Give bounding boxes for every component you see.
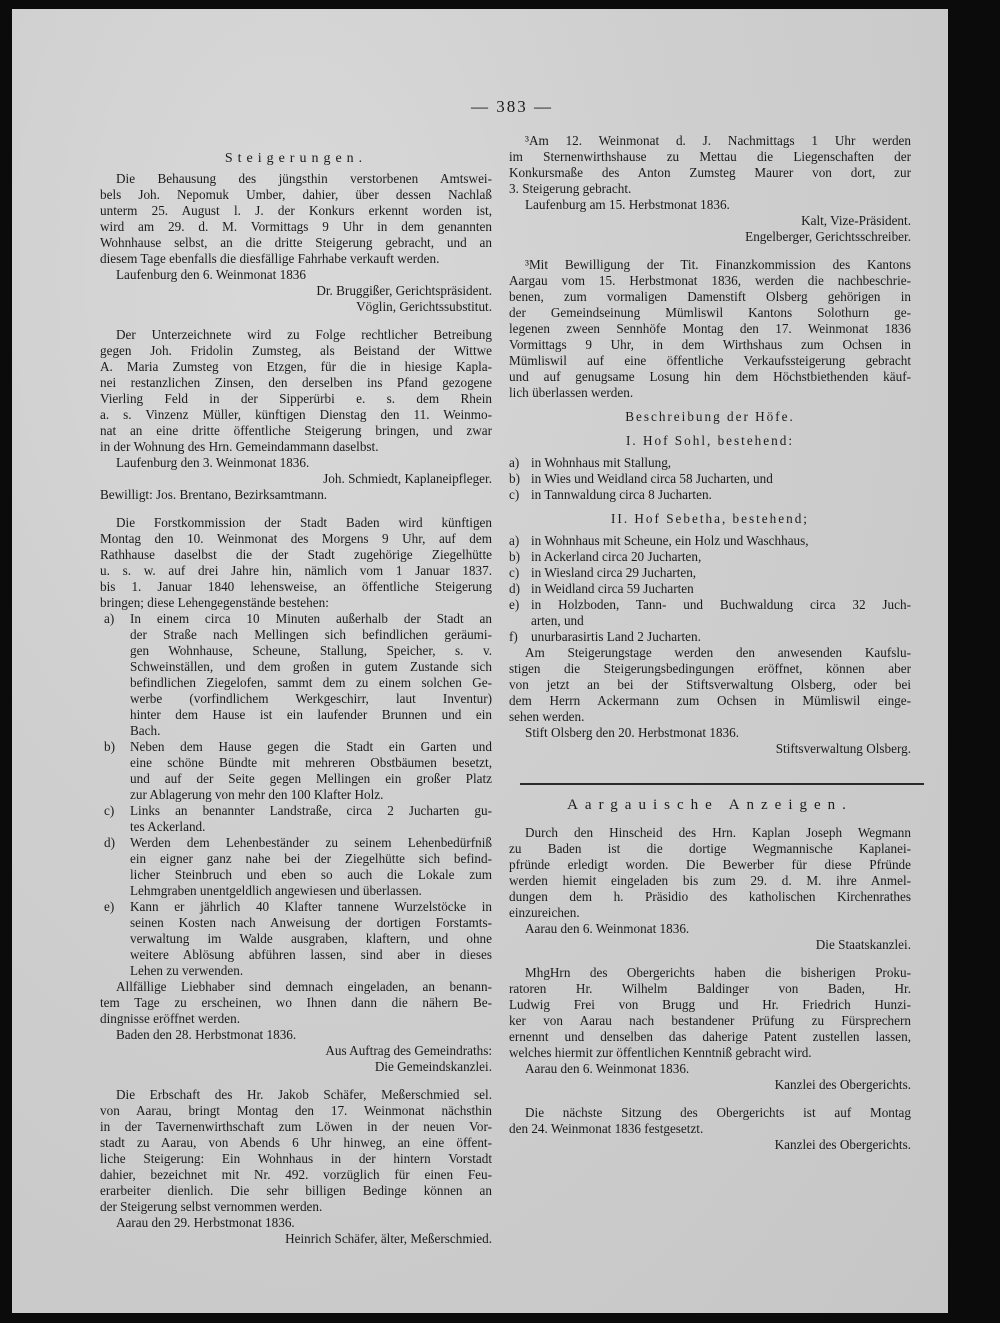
list-item	[509, 533, 911, 549]
list-label: d)	[104, 835, 115, 850]
paragraph	[100, 171, 492, 267]
subheading: I. Hof Sohl, bestehend:	[626, 433, 794, 448]
text-line: gen Wohnhause, Scheune, Stallung, Speicher, s. v.	[130, 643, 492, 658]
text-line: der Gemeindseinung Mümliswil Kantons Solothurn ge-	[509, 305, 911, 320]
signature: Heinrich Schäfer, älter, Meßerschmied.	[285, 1231, 492, 1246]
text-line: MhgHrn des Obergerichts haben die bisherigen Proku-	[525, 965, 911, 980]
paragraph	[100, 515, 492, 611]
text-line: werden hiemit eingeladen bis zum 29. d. M. ihre Anmel-	[509, 873, 911, 888]
text-line: in der Tavernenwirthschaft zum Löwen in der neuen Vor-	[100, 1119, 492, 1134]
text-line: in Wiesland circa 29 Jucharten,	[531, 565, 697, 580]
text-line: ker von Aarau nach bestandener Prüfung zu Fürsprechern	[509, 1013, 911, 1028]
list-item	[509, 597, 911, 629]
text-line: wird am 29. d. M. Vormittags 9 Uhr in dem genannten	[100, 219, 492, 234]
text-line: erarbeiter dienlich. Die sehr billigen Bedinge können an	[100, 1183, 492, 1198]
signature: Stiftsverwaltung Olsberg.	[775, 741, 911, 756]
list-item	[509, 549, 911, 565]
text-line: seinen Kosten nach Anweisung der dortigen Forstamts-	[130, 915, 492, 930]
signature: Die Gemeindskanzlei.	[374, 1059, 492, 1074]
text-line: u. s. w. auf drei Jahre hin, nämlich vom 1 Januar 1837.	[100, 563, 492, 578]
list-label: c)	[104, 803, 115, 818]
text-line: bringen; diese Lehengegenstände bestehen:	[100, 595, 329, 610]
text-line: A. Maria Zumsteg von Etzgen, für die in hiesige Kapla-	[100, 359, 492, 374]
dateline: Laufenburg den 3. Weinmonat 1836.	[116, 455, 310, 470]
dateline: Stift Olsberg den 20. Herbstmonat 1836.	[525, 725, 740, 740]
text-line: nei restanzlichen Zinsen, den derselben ins Pfand gezogene	[100, 375, 492, 390]
list-label: a)	[509, 533, 520, 548]
list-text	[531, 455, 911, 471]
text-line: zu Baden ist die dortige Wegmannische Kaplanei-	[509, 841, 911, 856]
list-text	[531, 471, 911, 487]
paragraph	[100, 1087, 492, 1215]
text-line: Die Behausung des jüngsthin verstorbenen Amtswei-	[116, 171, 492, 186]
text-line: Am Steigerungstage werden den anwesenden Kaufslu-	[525, 645, 911, 660]
page-number: — 383 —	[471, 97, 553, 116]
text-line: dingnisse eröffnet werden.	[100, 1011, 241, 1026]
text-line: Allfällige Liebhaber sind demnach eingeladen, an benann-	[116, 979, 492, 994]
list-item	[509, 471, 911, 487]
text-line: Neben dem Hause gegen die Stadt ein Garten und	[130, 739, 492, 754]
signature: Kanzlei des Obergerichts.	[774, 1137, 911, 1152]
list-label: e)	[509, 597, 520, 612]
text-line: von Aarau, bringt Montag den 17. Weinmonat nächsthin	[100, 1103, 492, 1118]
signature: Joh. Schmiedt, Kaplaneipfleger.	[323, 471, 492, 486]
dateline: Aarau den 29. Herbstmonat 1836.	[116, 1215, 295, 1230]
text-line: dahier, bezeichnet mit Nr. 492. vorzüglich für einen Feu-	[100, 1167, 492, 1182]
text-line: tem Tage zu erscheinen, wo Ihnen dann die nähern Be-	[100, 995, 492, 1010]
list-text	[531, 533, 911, 549]
list-item	[509, 629, 911, 645]
text-line: unurbarasirtis Land 2 Jucharten.	[531, 629, 701, 644]
text-line: in Wohnhaus mit Stallung,	[531, 455, 672, 470]
signature: Dr. Bruggißer, Gerichtspräsident.	[316, 283, 492, 298]
text-line: legenen zween Sennhöfe Montag den 17. Weinmonat 1836	[509, 321, 911, 336]
paragraph	[509, 825, 911, 921]
text-line: weitere Ablösung abführen lassen, sind aber in dieses	[130, 947, 492, 962]
list-label: c)	[509, 565, 520, 580]
signature: Aus Auftrag des Gemeindraths:	[325, 1043, 492, 1058]
subheading: II. Hof Sebetha, bestehend;	[611, 511, 809, 526]
list-item	[100, 739, 492, 803]
dateline: Laufenburg am 15. Herbstmonat 1836.	[525, 197, 730, 212]
text-line: bels Joh. Nepomuk Umber, dahier, über dessen Nachlaß	[100, 187, 492, 202]
signature: Die Staatskanzlei.	[815, 937, 911, 952]
text-line: Aargau vom 15. Herbstmonat 1836, werden die nachbeschrie-	[509, 273, 911, 288]
text-line: Montag den 10. Weinmonat des Morgens 9 Uhr, auf dem	[100, 531, 492, 546]
text-line: diesem Tage ebenfalls die diesfällige Fahrhabe verkauft werden.	[100, 251, 440, 266]
text-line: Mümliswil auf eine öffentliche Verkaufssteigerung gebracht	[509, 353, 911, 368]
text-line: pfründe erledigt worden. Die Bewerber für diese Pfründe	[509, 857, 911, 872]
list-item	[100, 803, 492, 835]
text-line: stigen die Steigerungsbedingungen eröffnet, können aber	[509, 661, 911, 676]
text-line: und auf genugsame Losung hin dem Höchstbiethenden käuf-	[509, 369, 911, 384]
text-line: ³Am 12. Weinmonat d. J. Nachmittags 1 Uhr werden	[525, 133, 911, 148]
paragraph	[509, 645, 911, 725]
text-line: gegen Joh. Fridolin Zumsteg, als Beistand der Wittwe	[100, 343, 492, 358]
section-heading: Aargauische Anzeigen.	[567, 797, 853, 813]
approval-line: Bewilligt: Jos. Brentano, Bezirksamtmann.	[100, 487, 328, 502]
paragraph	[509, 965, 911, 1061]
list-label: b)	[509, 549, 520, 564]
text-line: dungen dem h. Präsidio des katholischen Kirchenrathes	[509, 889, 911, 904]
text-line: eine schöne Bündte mit mehreren Obstbäumen besetzt,	[130, 755, 492, 770]
text-line: tes Ackerland.	[130, 819, 206, 834]
list-item	[509, 581, 911, 597]
text-line: dem Herrn Ackermann zum Ochsen in Mümliswil einge-	[509, 693, 911, 708]
text-line: in Holzboden, Tann- und Buchwaldung circa 32 Juch-	[531, 597, 911, 612]
text-line: zur Ablagerung von mehr den 100 Klafter Holz.	[130, 787, 384, 802]
list-text	[531, 549, 911, 565]
text-line: der Steigerung selbst vernommen werden.	[100, 1199, 323, 1214]
text-line: lich überlassen werden.	[509, 385, 634, 400]
signature: Kanzlei des Obergerichts.	[774, 1077, 911, 1092]
text-line: bis 1. Januar 1840 lehensweise, an öffentliche Steigerung	[100, 579, 492, 594]
text-line: Werden dem Lehenbeständer zu seinem Lehenbedürfniß	[130, 835, 492, 850]
text-line: in Ackerland circa 20 Jucharten,	[531, 549, 702, 564]
text-line: Konkursmaße des Anton Zumsteg Maurer von dort, zur	[509, 165, 911, 180]
text-line: Die nächste Sitzung des Obergerichts ist auf Montag	[525, 1105, 911, 1120]
text-line: licher Steinbruch und eben so auch die Lokale zum	[130, 867, 492, 882]
section-heading: Steigerungen.	[224, 151, 368, 166]
dateline: Aarau den 6. Weinmonat 1836.	[525, 921, 690, 936]
text-line: in Wohnhaus mit Scheune, ein Holz und Waschhaus,	[531, 533, 809, 548]
text-line: Vormittags 9 Uhr, in dem Wirthshaus zum Ochsen in	[509, 337, 911, 352]
text-line: in Wies und Weidland circa 58 Jucharten, und	[531, 471, 773, 486]
list-text	[130, 899, 492, 979]
paragraph	[100, 327, 492, 455]
text-line: verwaltung im Walde ausgraben, klaftern, und ohne	[130, 931, 492, 946]
paragraph	[509, 133, 911, 197]
text-line: Wohnhause selbst, an die dritte Steigerung gebracht, und an	[100, 235, 492, 250]
text-line: benen, zum vormaligen Damenstift Olsberg gehörigen in	[509, 289, 911, 304]
text-line: sehen werden.	[509, 709, 585, 724]
text-line: der Straße nach Mellingen sich befindlichen geräumi-	[130, 627, 492, 642]
text-line: a. s. Vinzenz Müller, künftigen Dienstag den 11. Weinmo-	[100, 407, 492, 422]
text-line: hinter dem Hause ist ein laufender Brunnen und ein	[130, 707, 492, 722]
dateline: Aarau den 6. Weinmonat 1836.	[525, 1061, 690, 1076]
list-text	[130, 803, 492, 835]
subheading: Beschreibung der Höfe.	[625, 409, 795, 424]
text-line: liche Steigerung: Ein Wohnhaus in der hintern Vorstadt	[100, 1151, 492, 1166]
text-line: Durch den Hinscheid des Hrn. Kaplan Joseph Wegmann	[525, 825, 911, 840]
text-line: Die Erbschaft des Hr. Jakob Schäfer, Meßerschmied sel.	[116, 1087, 492, 1102]
text-line: Die Forstkommission der Stadt Baden wird künftigen	[116, 515, 492, 530]
dateline: Laufenburg den 6. Weinmonat 1836	[116, 267, 306, 282]
text-line: Links an benannter Landstraße, circa 2 Jucharten gu-	[130, 803, 492, 818]
list-label: e)	[104, 899, 115, 914]
text-line: ratoren Hr. Wilhelm Baldinger von Baden, Hr.	[509, 981, 911, 996]
list-text	[531, 487, 911, 503]
text-line: im Sternenwirthshause zu Mettau die Liegenschaften der	[509, 149, 911, 164]
list-item	[100, 611, 492, 739]
list-item	[509, 565, 911, 581]
text-line: und auf der Seite gegen Mellingen ein großer Platz	[130, 771, 492, 786]
paragraph	[509, 1105, 911, 1137]
list-label: b)	[509, 471, 520, 486]
text-line: ³Mit Bewilligung der Tit. Finanzkommission des Kantons	[525, 257, 911, 272]
list-item	[509, 487, 911, 503]
text-line: Der Unterzeichnete wird zu Folge rechtlicher Betreibung	[116, 327, 492, 342]
text-line: in Weidland circa 59 Jucharten	[531, 581, 694, 596]
text-line: nat an eine dritte öffentliche Steigerung bringen, und zwar	[100, 423, 492, 438]
text-line: den 24. Weinmonat 1836 festgesetzt.	[509, 1121, 704, 1136]
text-line: 3. Steigerung gebracht.	[509, 181, 632, 196]
list-label: d)	[509, 581, 520, 596]
list-text	[531, 629, 911, 645]
text-line: arten, und	[531, 613, 584, 628]
list-text	[130, 835, 492, 899]
text-line: ein eigner ganz nahe bei der Ziegelhütte sich befind-	[130, 851, 492, 866]
text-line: ernennt und denselben das daherige Patent zustellen lassen,	[509, 1029, 911, 1044]
list-text	[531, 565, 911, 581]
list-label: b)	[104, 739, 115, 754]
text-line: Vierling Feld in der Sipperürbi e. s. dem Rhein	[100, 391, 492, 406]
list-text	[531, 597, 911, 629]
list-text	[130, 611, 492, 739]
list-item	[100, 835, 492, 899]
text-line: Lehmgraben unentgeldlich angewiesen und überlassen.	[130, 883, 422, 898]
text-line: Bach.	[130, 723, 161, 738]
text-line: Ludwig Frei von Brugg und Hr. Friedrich Hunzi-	[509, 997, 911, 1012]
text-line: welches hiermit zur öffentlichen Kenntniß gebracht wird.	[509, 1045, 812, 1060]
paragraph	[509, 257, 911, 401]
text-line: Schweinställen, und dem großen in gutem Zustande sich	[130, 659, 492, 674]
right-column	[509, 133, 911, 1153]
text-line: einzureichen.	[509, 905, 580, 920]
dateline: Baden den 28. Herbstmonat 1836.	[116, 1027, 297, 1042]
text-line: unterm 25. August l. J. der Konkurs erkennt worden ist,	[100, 203, 492, 218]
list-label: f)	[509, 629, 518, 644]
list-label: a)	[104, 611, 115, 626]
text-line: Lehen zu verwenden.	[130, 963, 244, 978]
section-divider	[520, 783, 924, 785]
text-line: Kann er jährlich 40 Klafter tannene Wurzelstöcke in	[130, 899, 492, 914]
newspaper-page	[12, 9, 948, 1313]
paragraph	[100, 979, 492, 1027]
text-line: In einem circa 10 Minuten außerhalb der Stadt an	[130, 611, 492, 626]
list-item	[509, 455, 911, 471]
list-text	[130, 739, 492, 803]
text-line: Rathhause daselbst die der Stadt zugehörige Ziegelhütte	[100, 547, 492, 562]
signature: Vöglin, Gerichtssubstitut.	[356, 299, 492, 314]
text-line: in Tannwaldung circa 8 Jucharten.	[531, 487, 712, 502]
signature: Engelberger, Gerichtsschreiber.	[745, 229, 911, 244]
text-line: stadt zu Aarau, von Abends 6 Uhr hinweg, an eine öffent-	[100, 1135, 492, 1150]
list-label: a)	[509, 455, 520, 470]
left-column	[100, 149, 492, 1247]
text-line: von jetzt an bei der Stiftsverwaltung Olsberg, oder bei	[509, 677, 911, 692]
text-line: werbe (vorfindlichem Werkgeschirr, laut Inventur)	[130, 691, 492, 706]
text-line: befindlichen Ziegelofen, sammt dem zu einem solchen Ge-	[130, 675, 492, 690]
list-text	[531, 581, 911, 597]
signature: Kalt, Vize-Präsident.	[801, 213, 911, 228]
list-item	[100, 899, 492, 979]
list-label: c)	[509, 487, 520, 502]
text-line: in der Wohnung des Hrn. Gemeindammann daselbst.	[100, 439, 379, 454]
